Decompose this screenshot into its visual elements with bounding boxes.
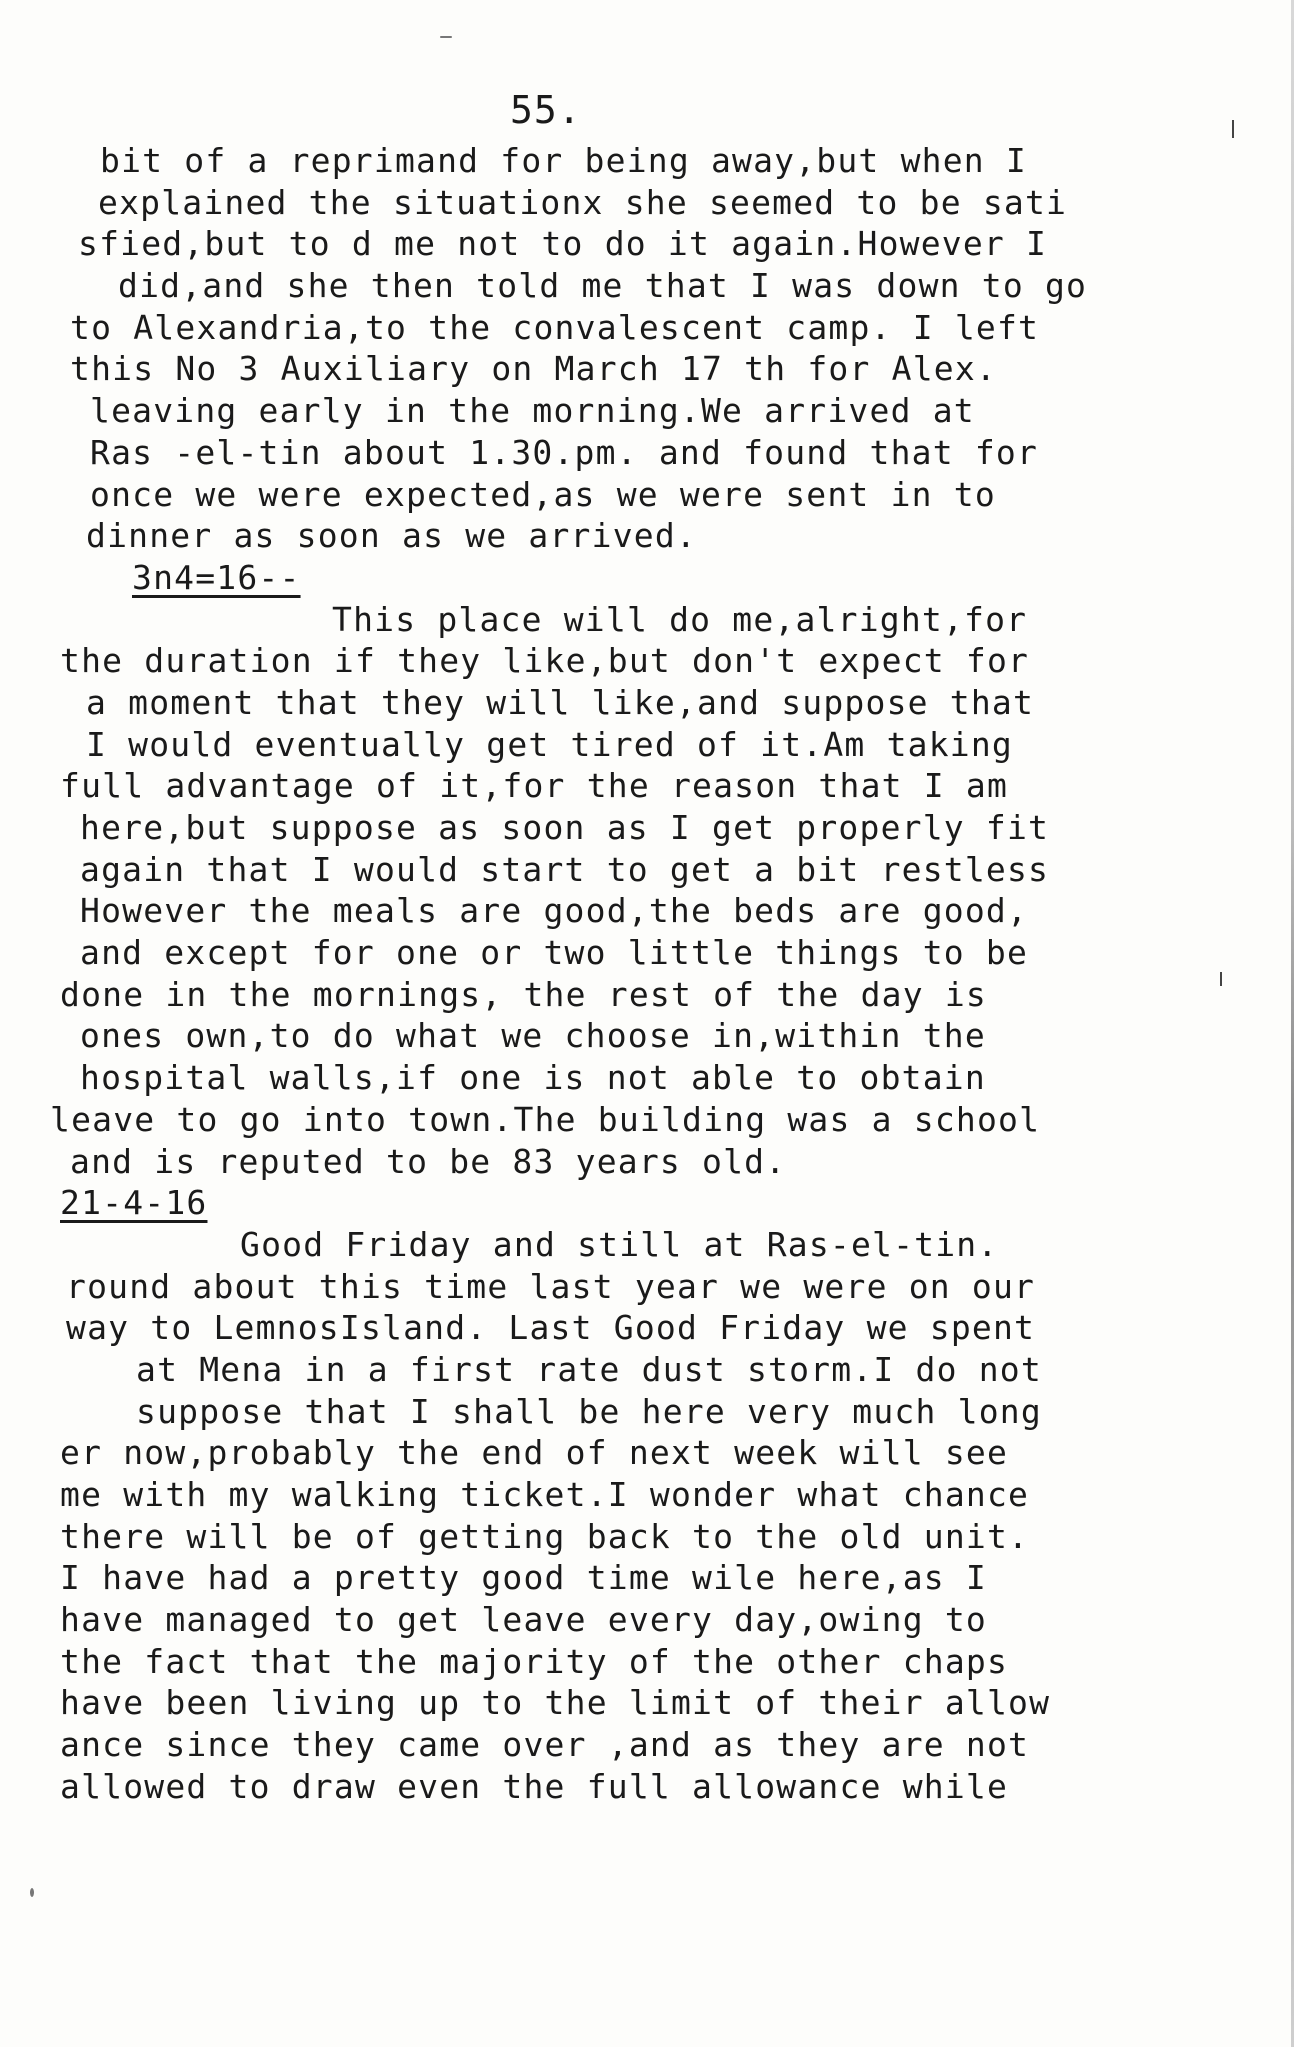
text-line: bit of a reprimand for being away,but when I: [100, 141, 1027, 180]
text-line: and is reputed to be 83 years old.: [70, 1141, 787, 1181]
text-line: suppose that I shall be here very much long: [136, 1391, 1042, 1431]
text-line: Ras -el-tin about 1.30.pm. and found that for: [90, 432, 1039, 472]
text-line: leaving early in the morning.We arrived at: [90, 391, 975, 431]
text-line: way to LemnosIsland. Last Good Friday we spent: [66, 1308, 1036, 1348]
text-line: explained the situationx she seemed to be sati: [98, 182, 1068, 222]
text-line: the duration if they like,but don't expect for: [60, 641, 1030, 681]
text-line: allowed to draw even the full allowance while: [60, 1766, 1009, 1806]
scan-speck: [440, 36, 452, 38]
text-line: This place will do me,alright,for: [332, 599, 1028, 639]
text-line: I have had a pretty good time wile here,as I: [60, 1558, 987, 1598]
text-line: here,but suppose as soon as I get properly fit: [80, 808, 1050, 847]
text-line: sfied,but to d me not to do it again.However I: [78, 224, 1048, 264]
text-line: did,and she then told me that I was down to go: [118, 266, 1088, 306]
text-line: dinner as soon as we arrived.: [86, 516, 697, 556]
text-line: me with my walking ticket.I wonder what chance: [60, 1475, 1030, 1514]
scan-speck: [30, 1888, 34, 1897]
text-line: this No 3 Auxiliary on March 17 th for Alex.: [70, 349, 997, 389]
entry-date: 3n4=16--: [132, 557, 301, 597]
text-line: done in the mornings, the rest of the day is: [60, 974, 987, 1014]
text-line: er now,probably the end of next week will see: [60, 1433, 1009, 1473]
text-line: ones own,to do what we choose in,within the: [80, 1016, 986, 1056]
text-line: hospital walls,if one is not able to obtain: [80, 1058, 986, 1098]
text-line: once we were expected,as we were sent in to: [90, 474, 996, 514]
text-line: leave to go into town.The building was a school: [50, 1099, 1041, 1139]
text-line: have managed to get leave every day,owing to: [60, 1600, 987, 1640]
text-line: a moment that they will like,and suppose that: [86, 682, 1035, 722]
text-line: round about this time last year we were on our: [66, 1266, 1036, 1306]
typed-text-body: [40, 140, 1270, 1808]
text-line: Good Friday and still at Ras-el-tin.: [240, 1224, 999, 1264]
text-line: ance since they came over ,and as they are not: [60, 1725, 1030, 1765]
margin-mark: [1220, 972, 1222, 986]
text-line: and except for one or two little things to be: [80, 933, 1029, 973]
text-line: the fact that the majority of the other chaps: [60, 1641, 1009, 1681]
text-line: to Alexandria,to the convalescent camp. I left: [70, 307, 1040, 347]
margin-mark: [1232, 120, 1234, 138]
text-line: at Mena in a first rate dust storm.I do not: [136, 1349, 1042, 1389]
text-line: there will be of getting back to the old unit.: [60, 1516, 1030, 1556]
text-line: full advantage of it,for the reason that I am: [60, 766, 1009, 806]
text-line: I would eventually get tired of it.Am taking: [86, 724, 1013, 764]
text-line: However the meals are good,the beds are good,: [80, 891, 1029, 931]
text-line: again that I would start to get a bit restless: [80, 849, 1050, 889]
entry-date: 21-4-16: [60, 1183, 208, 1223]
page-number: 55.: [510, 88, 582, 132]
text-line: have been living up to the limit of their allow: [60, 1683, 1051, 1723]
